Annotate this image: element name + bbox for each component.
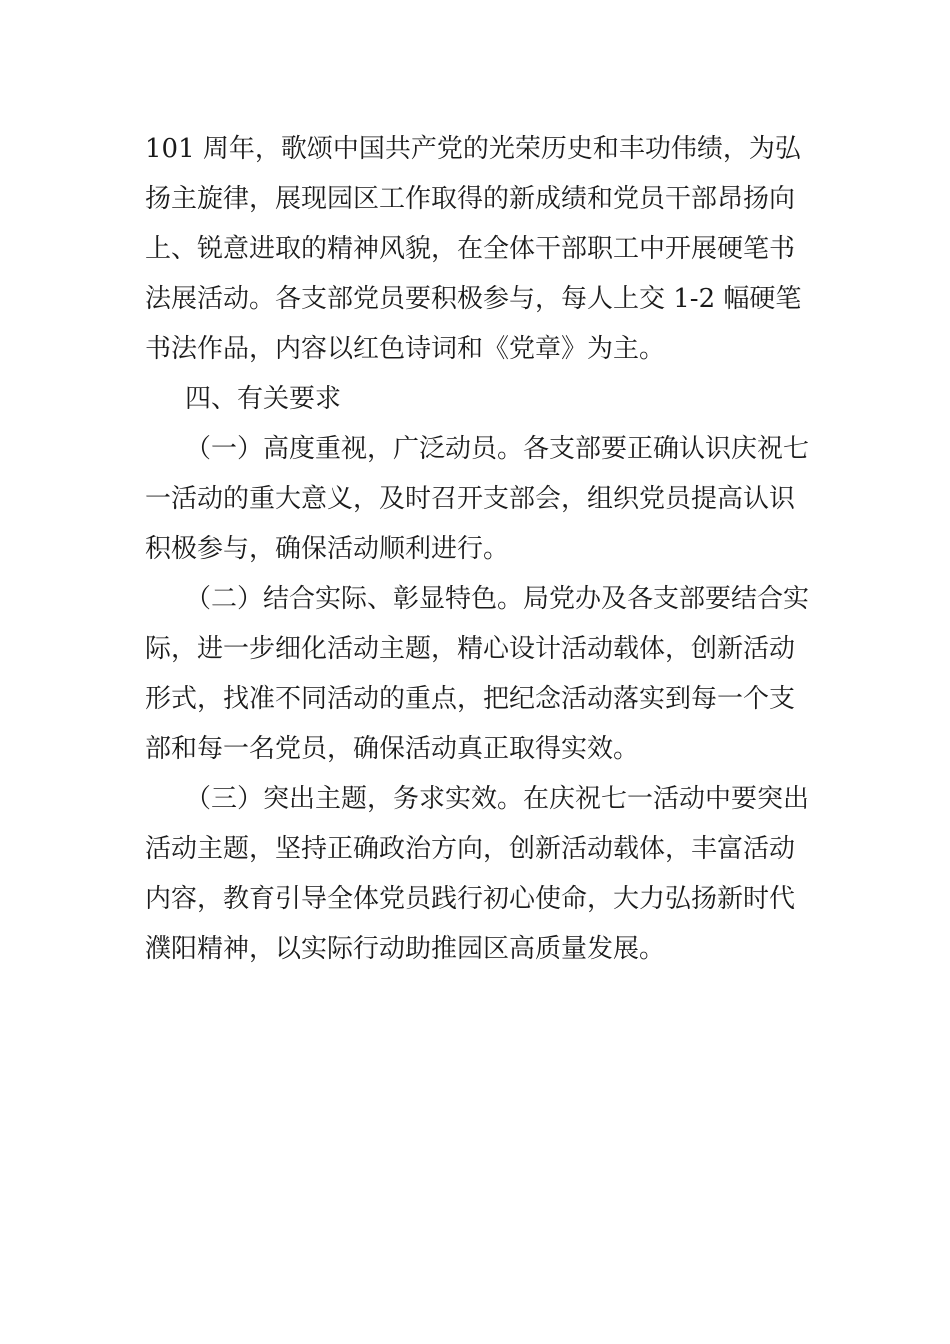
text-line: 濮阳精神，以实际行动助推园区高质量发展。 [145, 934, 666, 964]
text-line: 一活动的重大意义，及时召开支部会，组织党员提高认识 [145, 484, 796, 514]
text-line: 积极参与，确保活动顺利进行。 [145, 534, 510, 564]
text-line: 际，进一步细化活动主题，精心设计活动载体，创新活动 [145, 634, 796, 664]
text-line: 上、锐意进取的精神风貌，在全体干部职工中开展硬笔书 [145, 234, 796, 264]
section-heading: 四、有关要求 [185, 384, 342, 414]
text-line: （二）结合实际、彰显特色。局党办及各支部要结合实 [185, 584, 810, 614]
text-line: 内容，教育引导全体党员践行初心使命，大力弘扬新时代 [145, 884, 796, 914]
text-line: 101 周年，歌颂中国共产党的光荣历史和丰功伟绩，为弘 [145, 134, 801, 164]
text-line: 形式，找准不同活动的重点，把纪念活动落实到每一个支 [145, 684, 796, 714]
text-line: 书法作品，内容以红色诗词和《党章》为主。 [145, 334, 666, 364]
text-line: （三）突出主题，务求实效。在庆祝七一活动中要突出 [185, 784, 810, 814]
text-line: 活动主题，坚持正确政治方向，创新活动载体，丰富活动 [145, 834, 796, 864]
text-line: 部和每一名党员，确保活动真正取得实效。 [145, 734, 640, 764]
text-line: （一）高度重视，广泛动员。各支部要正确认识庆祝七 [185, 434, 810, 464]
text-line: 扬主旋律，展现园区工作取得的新成绩和党员干部昂扬向 [145, 184, 796, 214]
document-body [145, 124, 810, 974]
text-line: 法展活动。各支部党员要积极参与，每人上交 1-2 幅硬笔 [145, 284, 802, 314]
